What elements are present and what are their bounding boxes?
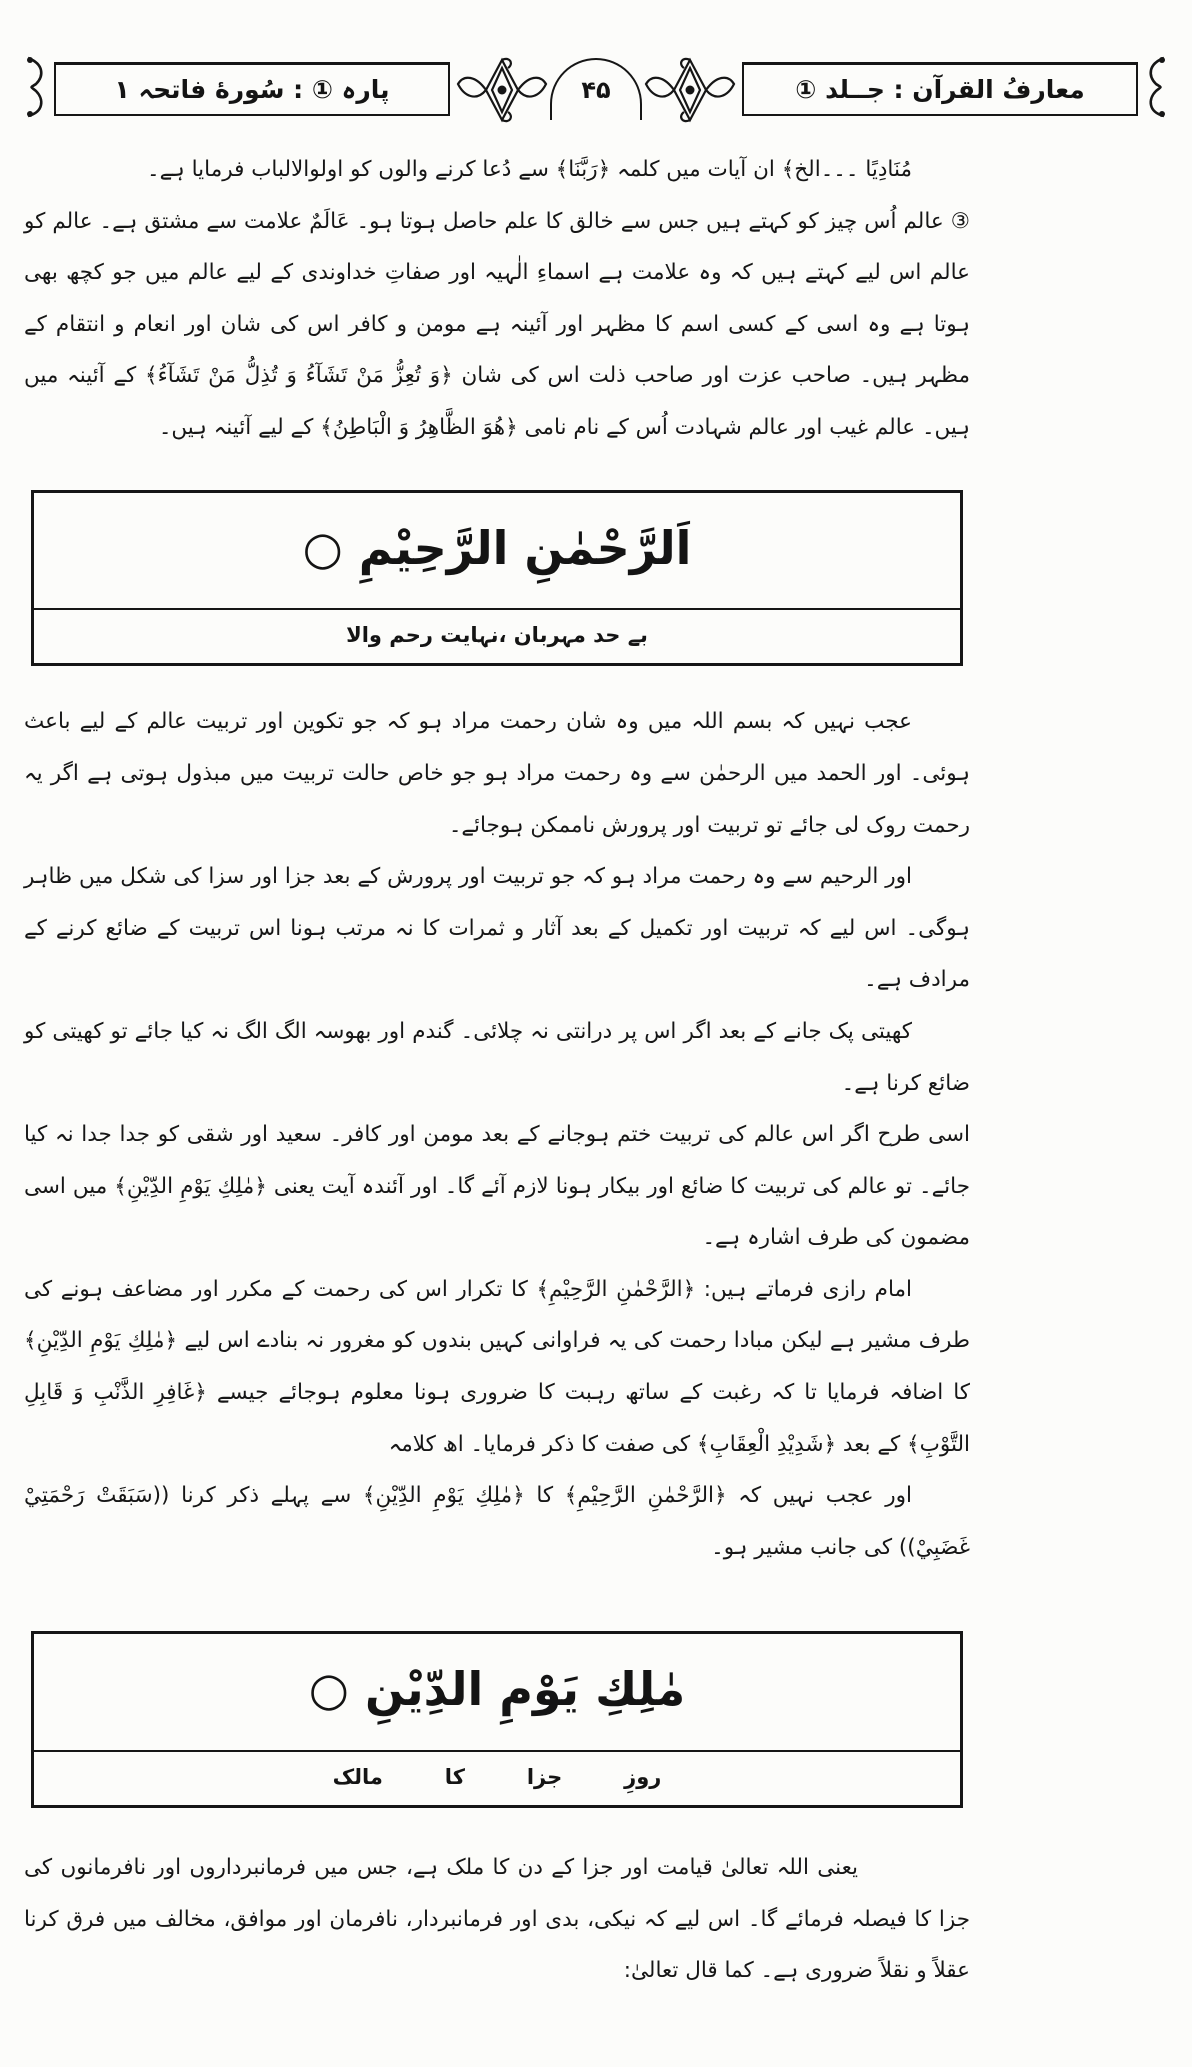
page-number: ۴۵ [581,76,611,104]
paragraph-kheti-analogy: کھیتی پک جانے کے بعد اگر اس پر درانتی نہ چلائی۔ گندم اور بھوسہ الگ الگ نہ کیا جائے تو کھیتی کو ضائع کرنا ہے۔ [24,1018,970,1096]
verse-translation: روزِ جزا کا مالک [332,1765,662,1790]
paragraph-imam-razi: امام رازی فرماتے ہیں: ﴿الرَّحْمٰنِ الرَّحِيْمِ﴾ کا تکرار اس کی رحمت کے مکرر اور مضاعف ہونے کی طرف مشیر ہے لیکن مبادا رحمت کی یہ فراوانی کہیں بندوں کو مغرور نہ بنادے اس لیے ﴿مٰلِكِ يَوْمِ الدِّيْنِ﴾ کا اضافہ فرمایا تا کہ رغبت کے ساتھ رہبت کا ضروری ہونا معلوم ہوجائے جیسے ﴿غَافِرِ الذَّنْبِ وَ قَابِلِ التَّوْبِ﴾ کے بعد ﴿شَدِيْدِ الْعِقَابِ﴾ کی صفت کا ذکر فرمایا۔ اھ کلامہ [24,1276,970,1457]
paragraph-bismillah-rahmat: عجب نہیں کہ بسم اللہ میں وہ شان رحمت مراد ہو کہ جو تکوین اور تربیت عالم کے لیے باعث ہوئی۔ اور الحمد میں الرحمٰن سے وہ رحمت مراد ہو جو خاص حالت تربیت میں مبذول ہوتی ہے اگر یہ رحمت روک لی جائے تو تربیت اور پرورش ناممکن ہوجائے۔ [24,709,970,838]
verse-arabic-text: مٰلِكِ يَوْمِ الدِّيْنِ ○ [308,1662,686,1717]
header-volume-title-box [742,62,1138,116]
paragraph-intro: مُنَادِيًا ۔۔۔الخ﴾ ان آیات میں کلمہ ﴿رَبَّنَا﴾ سے دُعا کرنے والوں کو اولوالالباب فرمایا ہے۔ [146,157,912,182]
page-header [24,52,1168,126]
verse-translation: بے حد مہربان ،نہایت رحم والا [346,623,648,648]
paragraph-yawmid-din-explanation: یعنی اللہ تعالیٰ قیامت اور جزا کے دن کا ملک ہے، جس میں فرمانبرداروں اور نافرمانوں کی جزا کا فیصلہ فرمائے گا۔ اس لیے کہ نیکی، بدی اور فرمانبردار، نافرمان اور موافق، مخالف میں فرق کرنا عقلاً و نقلاً ضروری ہے۔ کما قال تعالیٰ: [24,1855,970,1984]
paragraph-ar-raheem-meaning: اور الرحیم سے وہ رحمت مراد ہو کہ جو تربیت اور پرورش کے بعد جزا اور سزا کی شکل میں ظاہر ہوگی۔ اس لیے کہ تربیت اور تکمیل کے بعد آثار و ثمرات کا نہ مرتب ہونا اس تربیت کے ضائع کرنے کے مرادف ہے۔ [24,864,970,993]
scroll-bracket-icon [24,54,50,120]
scroll-bracket-icon [1142,54,1168,120]
surah-title: پارہ ① : سُورهٔ فاتحہ ۱ [114,75,390,104]
paragraph-tarbiyat-conclusion: اسی طرح اگر اس عالم کی تربیت ختم ہوجانے کے بعد مومن اور کافر۔ سعید اور شقی کو جدا جدا نہ کیا جائے۔ تو عالم کی تربیت کا ضائع اور بیکار ہونا لازم آئے گا۔ اور آئندہ آیت یعنی ﴿مٰلِكِ يَوْمِ الدِّيْنِ﴾ میں اسی مضمون کی طرف اشارہ ہے۔ [24,1122,970,1251]
floral-medallion-icon [642,54,738,126]
body-text-column [24,144,970,2067]
verse-arabic-text: اَلرَّحْمٰنِ الرَّحِيْمِ ○ [302,520,692,575]
header-ornament-cluster [454,52,738,126]
verse-box-ar-rahman-ar-rahim [31,490,963,667]
bottom-margin [24,1997,970,2067]
paragraph-sabaqat-rahmati: اور عجب نہیں کہ ﴿الرَّحْمٰنِ الرَّحِيْمِ﴾ کا ﴿مٰلِكِ يَوْمِ الدِّيْنِ﴾ سے پہلے ذکر کرنا ((سَبَقَتْ رَحْمَتِيْ غَضَبِيْ)) کی جانب مشیر ہو۔ [24,1483,970,1560]
verse-box-maliki-yawmid-din [31,1631,963,1808]
page-number-medallion [550,58,642,120]
volume-title: معارفُ القرآن : جــلد ① [795,75,1085,104]
floral-medallion-icon [454,54,550,126]
header-surah-title-box [54,62,450,116]
paragraph-aalam-definition: ③ عالم اُس چیز کو کہتے ہیں جس سے خالق کا علم حاصل ہوتا ہو۔ عَالَمٌ علامت سے مشتق ہے۔ عالم کو عالم اس لیے کہتے ہیں کہ وہ علامت ہے اسماءِ الٰہیہ اور صفاتِ خداوندی کے لیے عالم میں جو کچھ بھی ہوتا ہے وہ اسی کے کسی اسم کا مظہر اور آئینہ ہے مومن و کافر اس کی شان اور انعام و انتقام کے مظہر ہیں۔ صاحب عزت اور صاحب ذلت اس کی شان ﴿وَ تُعِزُّ مَنْ تَشَآءُ وَ تُذِلُّ مَنْ تَشَآءُ﴾ کے آئینہ میں ہیں۔ عالم غیب اور عالم شہادت اُس کے نام نامی ﴿هُوَ الظَّاهِرُ وَ الْبَاطِنُ﴾ کے لیے آئینہ ہیں۔ [24,208,970,440]
